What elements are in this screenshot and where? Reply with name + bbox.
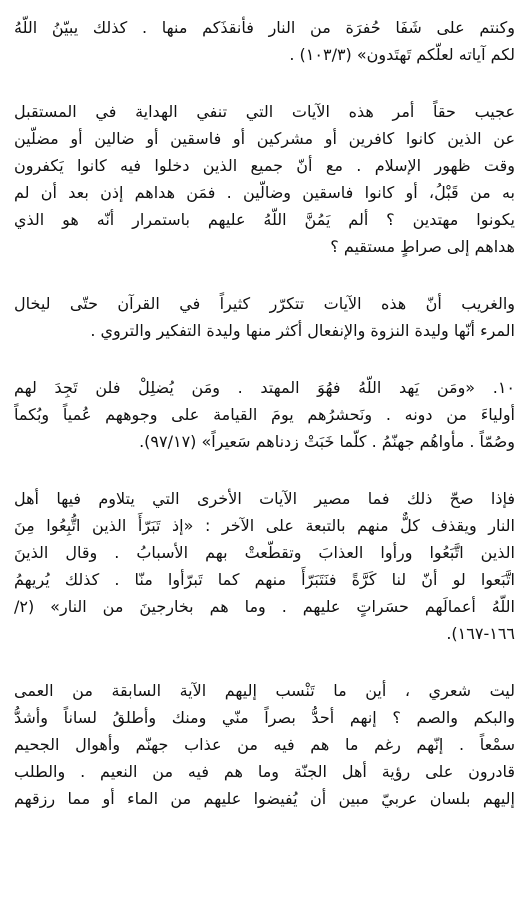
text-line: يكونوا مهتدين ؟ ألم يَمُنَّ اللّهُ عليهم باستمرار أنّه هو الذي xyxy=(14,210,515,229)
text-line: والبكم والصم ؟ إنهم أحدُّ بصراً منّي ومنك وأطلقُ لساناً وأشدُّ xyxy=(14,708,515,727)
paragraph-2 xyxy=(14,98,515,260)
text-line: أولياءَ من دونه . ونَحشرُهم يومَ القيامة على وجوههم عُمياً وبُكماً xyxy=(14,405,515,424)
text-line: وقت ظهور الإسلام . مع أنّ جميع الذين دخلوا فيه كانوا يَكفرون xyxy=(14,156,515,175)
text-line: به من قَبْلُ، أو كانوا فاسقين وضالّين . فمَن هداهم إذن بعد أن لم xyxy=(14,183,515,202)
text-line: هداهم إلى صراطٍ مستقيم ؟ xyxy=(330,237,515,256)
paragraph-3 xyxy=(14,290,515,344)
paragraph-5 xyxy=(14,485,515,647)
text-line: المرء أنّها وليدة النزوة والإنفعال أكثر منها وليدة التفكير والتروي . xyxy=(90,321,515,340)
paragraph-1 xyxy=(14,14,515,68)
paragraph-4 xyxy=(14,374,515,455)
text-line: لكم آياته لعلّكم تَهتَدون» (١٠٣/٣) . xyxy=(289,45,515,64)
text-line: والغريب أنّ هذه الآيات تتكرّر كثيراً في القرآن حتّى ليخال xyxy=(14,294,515,313)
text-line: ١٦٦-١٦٧). xyxy=(446,624,515,643)
text-line: النار ويقذف كلٌّ منهم بالتبعة على الآخر : «إذ تَبَرّأَ الذين اتُّبِعُوا مِنَ xyxy=(14,516,515,535)
text-line: وصُمّاً . مأواهُم جهنّمُ . كلّما خَبَتْ زدناهم سَعيراً» (٩٧/١٧). xyxy=(139,432,515,451)
text-line: وكنتم على شَفَا حُفرَة من النار فأنقذَكم منها . كذلك يبيّنُ اللّهُ xyxy=(14,18,515,37)
text-line: ليت شعري ، أين ما تَنْسب إليهم الآية السابقة من العمى xyxy=(14,681,515,700)
text-line: ١٠. «ومَن يَهد اللّهُ فهُوَ المهتد . ومَن يُضلِلْ فلن تَجِدَ لهم xyxy=(14,378,515,397)
text-line: إليهم بلسان عربيّ مبين أن يُفيضوا عليهم من الماء أو مما رزقهم xyxy=(14,789,515,808)
paragraph-6 xyxy=(14,677,515,812)
text-line: عجيب حقاً أمر هذه الآيات التي تنفي الهداية في المستقبل xyxy=(14,102,515,121)
text-line: فإذا صحّ ذلك فما مصير الآيات الأخرى التي يتلاوم فيها أهل xyxy=(14,489,515,508)
text-line: عن الذين كانوا كافرين أو مشركين أو فاسقين أو ضالين أو مضلّين xyxy=(14,129,515,148)
text-line: قادرون على رؤية أهل الجنّة وما هم فيه من النعيم . والطلب xyxy=(14,762,515,781)
text-line: اللّهُ أعمالَهم حسَراتٍ عليهم . وما هم بخارجينَ من النار» (٢/ xyxy=(14,597,515,616)
text-line: اتَّبَعوا لو أنّ لنا كَرَّةً فنَتَبَرّأَ منهم كما تَبرّأوا منّا . كذلك يُريهمُ xyxy=(14,570,515,589)
text-line: الذين اتَّبَعُوا ورأوا العذابَ وتقطّعتْ بهم الأسبابُ . وقال الذينَ xyxy=(14,543,515,562)
text-line: سمْعاً . إنّهم رغم ما هم فيه من عذاب جهنّم وأهوال الجحيم xyxy=(14,735,515,754)
